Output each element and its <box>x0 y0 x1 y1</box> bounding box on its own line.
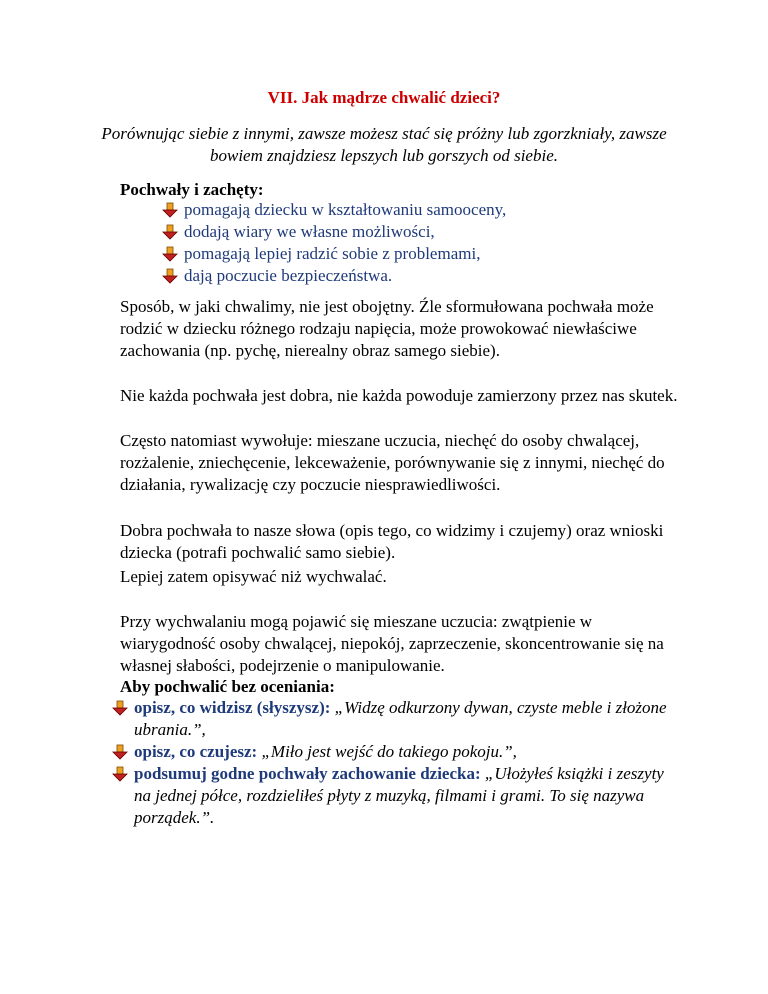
down-arrow-bullet-icon <box>162 202 178 218</box>
list-item-lead: podsumuj godne pochwały zachowanie dziecka: <box>134 764 481 783</box>
list-item <box>116 697 676 741</box>
down-arrow-bullet-icon <box>112 700 128 716</box>
no-judgement-heading: Aby pochwalić bez oceniania: <box>120 677 335 696</box>
list-item-text: dają poczucie bezpieczeństwa. <box>184 266 393 285</box>
paragraph-praise-manner: Sposób, w jaki chwalimy, nie jest obojętny. Źle sformułowana pochwała może rodzić w dziecku różnego rodzaju napięcia, może prowokować niewłaściwe zachowania (np. pychę, nierealny obraz samego siebie). <box>120 297 654 360</box>
list-item-example: „Miło jest wejść do takiego pokoju.”, <box>257 742 517 761</box>
list-item-text: dodają wiary we własne możliwości, <box>184 222 435 241</box>
down-arrow-bullet-icon <box>112 744 128 760</box>
list-item-lead: opisz, co czujesz: <box>134 742 258 761</box>
list-item <box>162 199 682 221</box>
paragraph-good-praise: Dobra pochwała to nasze słowa (opis tego, co widzimy i czujemy) oraz wnioski dziecka (potrafi pochwalić samo siebie). <box>120 521 664 562</box>
paragraph-overpraising: Przy wychwalaniu mogą pojawić się mieszane uczucia: zwątpienie w wiarygodność osoby chwalącej, niepokój, zaprzeczenie, skoncentrowanie się na własnej słabości, podejrzenie o manipulowanie. <box>120 612 664 675</box>
down-arrow-bullet-icon <box>162 268 178 284</box>
document-title: VII. Jak mądrze chwalić dzieci? <box>267 88 501 107</box>
down-arrow-bullet-icon <box>112 766 128 782</box>
epigraph-quote: Porównując siebie z innymi, zawsze możesz stać się próżny lub zgorzkniały, zawsze bowiem znajdziesz lepszych lub gorszych od siebie. <box>101 124 667 165</box>
list-item <box>162 221 682 243</box>
list-item <box>162 243 682 265</box>
list-item-example: „Widzę odkurzony dywan, czyste meble i złożone ubrania.”, <box>134 698 667 739</box>
praise-list <box>162 199 682 287</box>
list-item-lead: opisz, co widzisz (słyszysz): <box>134 698 331 717</box>
no-judgement-list <box>116 697 676 829</box>
list-item <box>116 763 676 829</box>
list-item <box>116 741 676 763</box>
down-arrow-bullet-icon <box>162 224 178 240</box>
praise-heading: Pochwały i zachęty: <box>120 180 264 199</box>
paragraph-not-every-praise: Nie każda pochwała jest dobra, nie każda powoduje zamierzony przez nas skutek. <box>120 386 678 405</box>
list-item-example: „Ułożyłeś książki i zeszyty na jednej półce, rozdzieliłeś płyty z muzyką, filmami i grami. To się nazywa porządek.”. <box>134 764 664 827</box>
list-item <box>162 265 682 287</box>
paragraph-describe-better: Lepiej zatem opisywać niż wychwalać. <box>120 567 387 586</box>
paragraph-mixed-feelings: Często natomiast wywołuje: mieszane uczucia, niechęć do osoby chwalącej, rozżalenie, zniechęcenie, lekceważenie, porównywanie się z innymi, niechęć do działania, rywalizację czy poczucie niesprawiedliwości. <box>120 431 665 494</box>
list-item-text: pomagają lepiej radzić sobie z problemami, <box>184 244 481 263</box>
list-item-text: pomagają dziecku w kształtowaniu samooceny, <box>184 200 507 219</box>
down-arrow-bullet-icon <box>162 246 178 262</box>
